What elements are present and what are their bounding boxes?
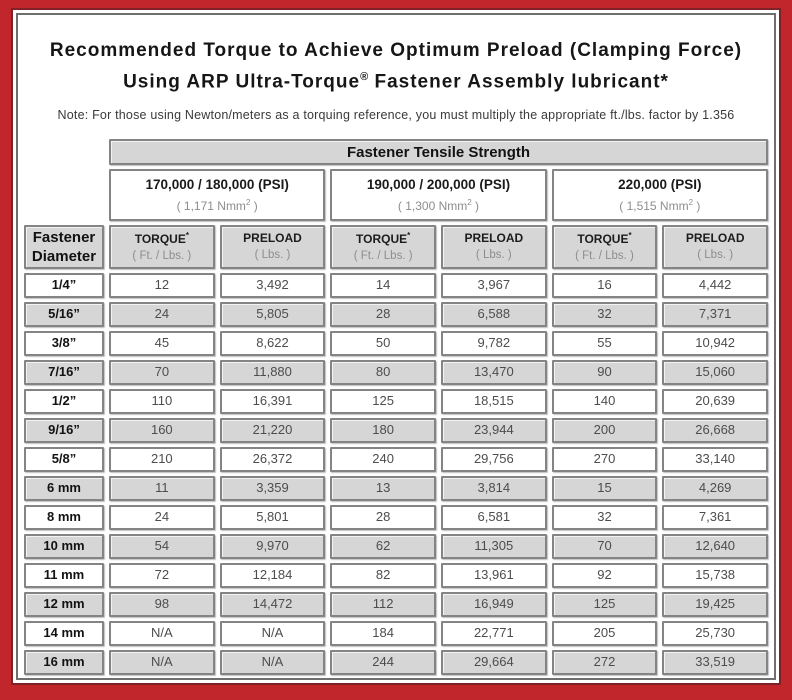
value-cell: 72: [109, 563, 215, 588]
value-cell: N/A: [220, 650, 326, 675]
page-title: [28, 37, 764, 95]
torque-subheader-1: TORQUE* ( Ft. / Lbs. ): [109, 225, 215, 269]
value-cell: 20,639: [662, 389, 768, 414]
value-cell: 210: [109, 447, 215, 472]
value-cell: 32: [552, 505, 658, 530]
value-cell: 3,492: [220, 273, 326, 298]
value-cell: 205: [552, 621, 658, 646]
fastener-diameter-header: Fastener Diameter: [24, 225, 104, 269]
diameter-cell: 3/8”: [24, 331, 104, 356]
value-cell: N/A: [220, 621, 326, 646]
value-cell: 112: [330, 592, 436, 617]
value-cell: 9,970: [220, 534, 326, 559]
diameter-cell: 14 mm: [24, 621, 104, 646]
value-cell: 15,738: [662, 563, 768, 588]
value-cell: 12,184: [220, 563, 326, 588]
value-cell: 180: [330, 418, 436, 443]
value-cell: 29,756: [441, 447, 547, 472]
value-cell: 32: [552, 302, 658, 327]
value-cell: N/A: [109, 650, 215, 675]
psi-value: 220,000 (PSI): [618, 177, 702, 193]
value-cell: 24: [109, 505, 215, 530]
value-cell: 62: [330, 534, 436, 559]
value-cell: 9,782: [441, 331, 547, 356]
psi-value: 190,000 / 200,000 (PSI): [366, 177, 511, 193]
value-cell: 80: [330, 360, 436, 385]
value-cell: 125: [330, 389, 436, 414]
tensile-strength-header: Fastener Tensile Strength: [109, 139, 768, 165]
value-cell: 16: [552, 273, 658, 298]
value-cell: 70: [552, 534, 658, 559]
value-cell: 3,967: [441, 273, 547, 298]
diameter-cell: 6 mm: [24, 476, 104, 501]
diameter-cell: 8 mm: [24, 505, 104, 530]
value-cell: 33,519: [662, 650, 768, 675]
value-cell: 272: [552, 650, 658, 675]
value-cell: 55: [552, 331, 658, 356]
value-cell: 16,949: [441, 592, 547, 617]
torque-subheader-3: TORQUE* ( Ft. / Lbs. ): [552, 225, 658, 269]
value-cell: 110: [109, 389, 215, 414]
preload-subheader-2: PRELOAD ( Lbs. ): [441, 225, 547, 269]
nmm-value: ( 1,515 Nmm$^2$ ): [619, 197, 701, 213]
value-cell: 50: [330, 331, 436, 356]
value-cell: 12,640: [662, 534, 768, 559]
value-cell: 140: [552, 389, 658, 414]
diameter-cell: 10 mm: [24, 534, 104, 559]
value-cell: 23,944: [441, 418, 547, 443]
value-cell: 45: [109, 331, 215, 356]
value-cell: 54: [109, 534, 215, 559]
psi-value: 170,000 / 180,000 (PSI): [145, 177, 289, 193]
value-cell: 184: [330, 621, 436, 646]
value-cell: 4,442: [662, 273, 768, 298]
diameter-cell: 5/8”: [24, 447, 104, 472]
value-cell: 4,269: [662, 476, 768, 501]
preload-subheader-1: PRELOAD ( Lbs. ): [220, 225, 326, 269]
value-cell: 29,664: [441, 650, 547, 675]
value-cell: 26,372: [220, 447, 326, 472]
value-cell: 10,942: [662, 331, 768, 356]
nmm-value: ( 1,300 Nmm$^2$ ): [397, 197, 480, 213]
value-cell: 11: [109, 476, 215, 501]
value-cell: 240: [330, 447, 436, 472]
value-cell: 92: [552, 563, 658, 588]
value-cell: 7,361: [662, 505, 768, 530]
value-cell: 21,220: [220, 418, 326, 443]
value-cell: 24: [109, 302, 215, 327]
preload-subheader-3: PRELOAD ( Lbs. ): [662, 225, 768, 269]
value-cell: 13,961: [441, 563, 547, 588]
diameter-cell: 7/16”: [24, 360, 104, 385]
value-cell: 25,730: [662, 621, 768, 646]
registered-trademark-symbol: ®: [360, 71, 369, 83]
value-cell: 12: [109, 273, 215, 298]
value-cell: 7,371: [662, 302, 768, 327]
value-cell: 5,801: [220, 505, 326, 530]
psi-group-header-220: [552, 169, 768, 221]
value-cell: 19,425: [662, 592, 768, 617]
note-text: Note: For those using Newton/meters as a torquing reference, you must multiply the appropriate ft./lbs. factor by 1.356: [57, 108, 735, 123]
value-cell: 200: [552, 418, 658, 443]
value-cell: 70: [109, 360, 215, 385]
value-cell: 15: [552, 476, 658, 501]
value-cell: 125: [552, 592, 658, 617]
value-cell: 6,588: [441, 302, 547, 327]
diameter-cell: 1/2”: [24, 389, 104, 414]
value-cell: 11,305: [441, 534, 547, 559]
value-cell: 14: [330, 273, 436, 298]
value-cell: 13,470: [441, 360, 547, 385]
diameter-cell: 16 mm: [24, 650, 104, 675]
value-cell: 14,472: [220, 592, 326, 617]
value-cell: 5,805: [220, 302, 326, 327]
value-cell: 6,581: [441, 505, 547, 530]
title-line-2: Using ARP Ultra-Torque® Fastener Assembly lubricant*: [123, 71, 669, 93]
nmm-value: ( 1,171 Nmm$^2$ ): [176, 197, 258, 213]
value-cell: 16,391: [220, 389, 326, 414]
value-cell: 160: [109, 418, 215, 443]
value-cell: N/A: [109, 621, 215, 646]
value-cell: 28: [330, 505, 436, 530]
value-cell: 3,814: [441, 476, 547, 501]
value-cell: 18,515: [441, 389, 547, 414]
diameter-cell: 9/16”: [24, 418, 104, 443]
value-cell: 26,668: [662, 418, 768, 443]
value-cell: 98: [109, 592, 215, 617]
value-cell: 82: [330, 563, 436, 588]
value-cell: 15,060: [662, 360, 768, 385]
value-cell: 90: [552, 360, 658, 385]
torque-subheader-2: TORQUE* ( Ft. / Lbs. ): [330, 225, 436, 269]
value-cell: 244: [330, 650, 436, 675]
diameter-cell: 11 mm: [24, 563, 104, 588]
value-cell: 8,622: [220, 331, 326, 356]
value-cell: 28: [330, 302, 436, 327]
value-cell: 11,880: [220, 360, 326, 385]
content-area: [16, 13, 776, 680]
diameter-cell: 1/4”: [24, 273, 104, 298]
psi-group-header-170-180: [109, 169, 325, 221]
value-cell: 13: [330, 476, 436, 501]
value-cell: 22,771: [441, 621, 547, 646]
value-cell: 33,140: [662, 447, 768, 472]
value-cell: 3,359: [220, 476, 326, 501]
psi-group-header-190-200: [330, 169, 546, 221]
torque-table: [24, 139, 768, 675]
title-line-1: Recommended Torque to Achieve Optimum Preload (Clamping Force): [49, 40, 743, 61]
diameter-cell: 12 mm: [24, 592, 104, 617]
value-cell: 270: [552, 447, 658, 472]
diameter-cell: 5/16”: [24, 302, 104, 327]
